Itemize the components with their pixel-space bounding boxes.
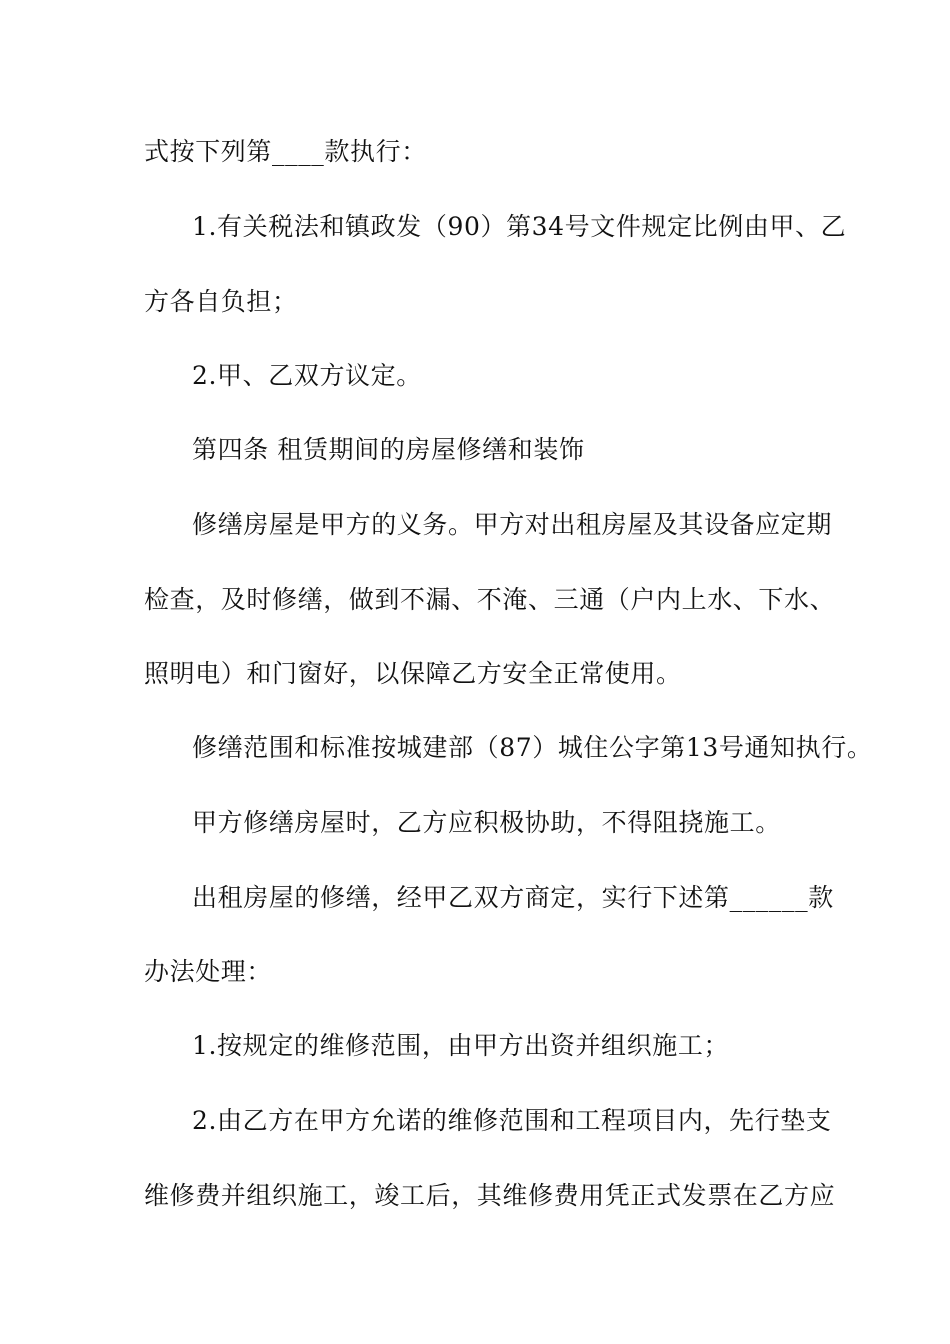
text-line-6: 修缮房屋是甲方的义务。甲方对出租房屋及其设备应定期 [192, 510, 833, 539]
text-line-14: 2.由乙方在甲方允诺的维修范围和工程项目内，先行垫支 [192, 1106, 832, 1135]
text-line-3: 方各自负担； [144, 287, 298, 316]
text-line-9: 修缮范围和标准按城建部（87）城住公字第13号通知执行。 [192, 733, 873, 762]
text-line-13: 1.按规定的维修范围，由甲方出资并组织施工； [192, 1031, 730, 1060]
text-line-7: 检查，及时修缮，做到不漏、不淹、三通（户内上水、下水、 [144, 585, 836, 614]
text-line-4: 2.甲、乙双方议定。 [192, 361, 422, 390]
text-line-10: 甲方修缮房屋时，乙方应积极协助，不得阻挠施工。 [192, 808, 781, 837]
text-line-1: 式按下列第____款执行： [144, 137, 427, 166]
article-heading: 第四条 租赁期间的房屋修缮和装饰 [192, 435, 585, 464]
text-line-11: 出租房屋的修缮，经甲乙双方商定，实行下述第______款 [192, 883, 834, 912]
text-line-15: 维修费并组织施工，竣工后，其维修费用凭正式发票在乙方应 [144, 1181, 836, 1210]
text-line-12: 办法处理： [144, 957, 273, 986]
text-line-2: 1.有关税法和镇政发（90）第34号文件规定比例由甲、乙 [192, 212, 847, 241]
text-line-8: 照明电）和门窗好，以保障乙方安全正常使用。 [144, 659, 682, 688]
